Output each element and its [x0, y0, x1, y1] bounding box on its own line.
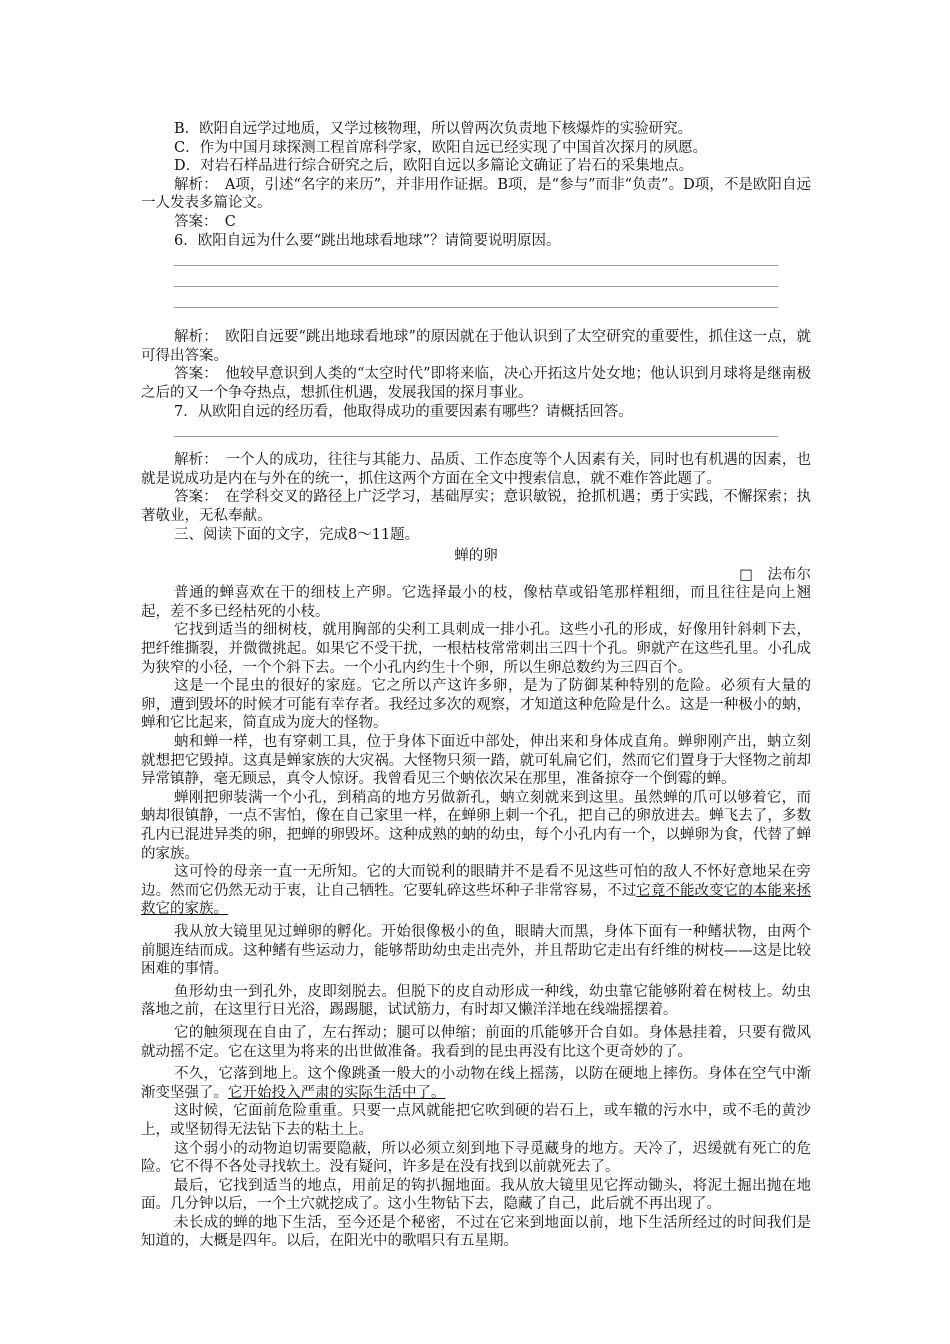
article-paragraph: [141, 1065, 811, 1102]
q7-answer: 答案： 在学科交叉的路径上广泛学习，基础厚实；意识敏锐，抢抓机遇；勇于实践，不懈探索；执著敬业，无私奉献。: [141, 489, 811, 524]
article-paragraph: [141, 863, 811, 919]
q7-analysis: 解析： 一个人的成功，往往与其能力、品质、工作态度等个人因素有关，同时也有机遇的因素，也就是说成功是内在与外在的统一，抓住这两个方面在全文中搜索信息，就不难作答此题了。: [141, 452, 811, 487]
paragraph-text: 这可怜的母亲一直一无所知。它的大而锐利的眼睛并不是看不见这些可怕的敌人不怀好意地呆在旁边。然而它仍然无动于衷，让自己牺牲。它要轧碎这些坏种子非常容易，不过: [141, 864, 811, 899]
q5-analysis: 解析： A项，引述“名字的来历”，并非用作证据。B项，是“参与”而非“负责”。D项，不是欧阳自远一人发表多篇论文。: [141, 176, 811, 212]
article-paragraph: 我从放大镜里见过蝉卵的孵化。开始很像极小的鱼，眼睛大而黑，身体下面有一种鳍状物，由两个前腿连结而成。这种鳍有些运动力，能够帮助幼虫走出壳外，并且帮助它走出有纤维的树枝——这是比较困难的事情。: [141, 923, 811, 978]
answer-line: [174, 436, 778, 437]
q5-option-d: D．对岩石样品进行综合研究之后，欧阳自远以多篇论文确证了岩石的采集地点。: [174, 158, 694, 175]
underlined-sentence: 它竟不能改变它的本能来拯救它的家族。: [141, 882, 811, 918]
article-paragraph: 普通的蝉喜欢在干的细枝上产卵。它选择最小的枝，像枯草或铅笔那样粗细，而且往往是向上翘起，差不多已经枯死的小枝。: [141, 585, 811, 620]
answer-line: [174, 265, 778, 266]
article-paragraph: 它找到适当的细树枝，就用胸部的尖利工具刺成一排小孔。这些小孔的形成，好像用针斜刺下去，把纤维撕裂，并微微挑起。如果它不受干扰，一根枯枝常常刺出三四十个孔。卵就产在这些孔里。小孔成为狭窄的小径，一个个斜下去。一个小孔内约生十个卵，所以生卵总数约为三四百个。: [141, 622, 811, 676]
article-paragraph: 这是一个昆虫的很好的家庭。它之所以产这许多卵，是为了防御某种特别的危险。必须有大量的卵，遭到毁坏的时候才可能有幸存者。我经过多次的观察，才知道这种危险是什么。这是一种极小的蚋，蝉和它比起来，简直成为庞大的怪物。: [141, 678, 811, 732]
article-paragraph: 未长成的蝉的地下生活，至今还是个秘密，不过在它来到地面以前，地下生活所经过的时间我们是知道的，大概是四年。以后，在阳光中的歌唱只有五星期。: [141, 1214, 811, 1250]
q5-answer: 答案： C: [174, 213, 236, 230]
q6-answer-lines: [141, 250, 811, 308]
article-author: □ 法布尔: [739, 566, 811, 583]
q6-question: 6．欧阳自远为什么要“跳出地球看地球”？请简要说明原因。: [174, 232, 561, 249]
q5-option-b: B．欧阳自远学过地质，又学过核物理，所以曾两次负责地下核爆炸的实验研究。: [174, 121, 693, 137]
answer-line: [174, 307, 778, 308]
page-content: [141, 120, 811, 1251]
article-paragraph: 这时候，它面前危险重重。只要一点风就能把它吹到硬的岩石上，或车辙的污水中，或不毛的黄沙上，或坚韧得无法钻下去的粘土上。: [141, 1103, 811, 1138]
article-paragraph: 鱼形幼虫一到孔外，皮即刻脱去。但脱下的皮自动形成一种线，幼虫靠它能够附着在树枝上。幼虫落地之前，在这里行日光浴，踢踢腿，试试筋力，有时却又懒洋洋地在线端摇摆着。: [141, 983, 811, 1019]
answer-line: [174, 286, 778, 287]
paragraph-text: 不久，它落到地上。这个像跳蚤一般大的小动物在线上摇荡，以防在硬地上摔伤。身体在空气中渐渐变坚强了。: [141, 1066, 811, 1101]
q7-answer-lines: [141, 421, 811, 451]
underlined-sentence: 它开始投入严肃的实际生活中了。: [228, 1084, 446, 1101]
q7-question: 7．从欧阳自远的经历看，他取得成功的重要因素有哪些？请概括回答。: [174, 403, 633, 420]
q6-analysis: 解析： 欧阳自远要“跳出地球看地球”的原因就在于他认识到了太空研究的重要性，抓住这一点，就可得出答案。: [141, 329, 811, 364]
article-title: 蝉的卵: [454, 548, 498, 565]
section-3-intro: 三、阅读下面的文字，完成8～11题。: [174, 526, 420, 543]
article-paragraph: 蚋和蝉一样，也有穿刺工具，位于身体下面近中部处，伸出来和身体成直角。蝉卵刚产出，蚋立刻就想把它毁掉。这真是蝉家族的大灾祸。大怪物只须一踏，就可轧扁它们，然而它们置身于大怪物之前却异常镇静，毫无顾忌，真令人惊讶。我曾看见三个蚋依次呆在那里，准备掠夺一个倒霉的蝉。: [141, 734, 811, 788]
article-paragraph: 蝉刚把卵装满一个小孔，到稍高的地方另做新孔，蚋立刻就来到这里。虽然蝉的爪可以够着它，而蚋却很镇静，一点不害怕，像在自己家里一样，在蝉卵上刺一个孔，把自己的卵放进去。蝉飞去了，多数孔内已混进异类的卵，把蝉的卵毁坏。这种成熟的蚋的幼虫，每个小孔内有一个，以蝉卵为食，代替了蝉的家族。: [141, 789, 811, 862]
article-paragraph: 最后，它找到适当的地点，用前足的钩扒掘地面。我从放大镜里见它挥动锄头，将泥土掘出抛在地面。几分钟以后，一个土穴就挖成了。这小生物钻下去，隐藏了自己，此后就不再出现了。: [141, 1177, 811, 1213]
q6-answer: 答案： 他较早意识到人类的“太空时代”即将来临，决心开拓这片处女地；他认识到月球将是继南极之后的又一个争夺热点，想抓住机遇，发展我国的探月事业。: [141, 366, 811, 401]
article-paragraph: 它的触须现在自由了，左右挥动；腿可以伸缩；前面的爪能够开合自如。身体悬挂着，只要有微风就动摇不定。它在这里为将来的出世做准备。我看到的昆虫再没有比这个更奇妙的了。: [141, 1024, 811, 1060]
q5-option-c: C．作为中国月球探测工程首席科学家，欧阳自远已经实现了中国首次探月的夙愿。: [174, 139, 708, 156]
article-paragraph: 这个弱小的动物迫切需要隐蔽，所以必须立刻到地下寻觅藏身的地方。天冷了，迟缓就有死亡的危险。它不得不各处寻找软土。没有疑问，许多是在没有找到以前就死去了。: [141, 1140, 811, 1176]
